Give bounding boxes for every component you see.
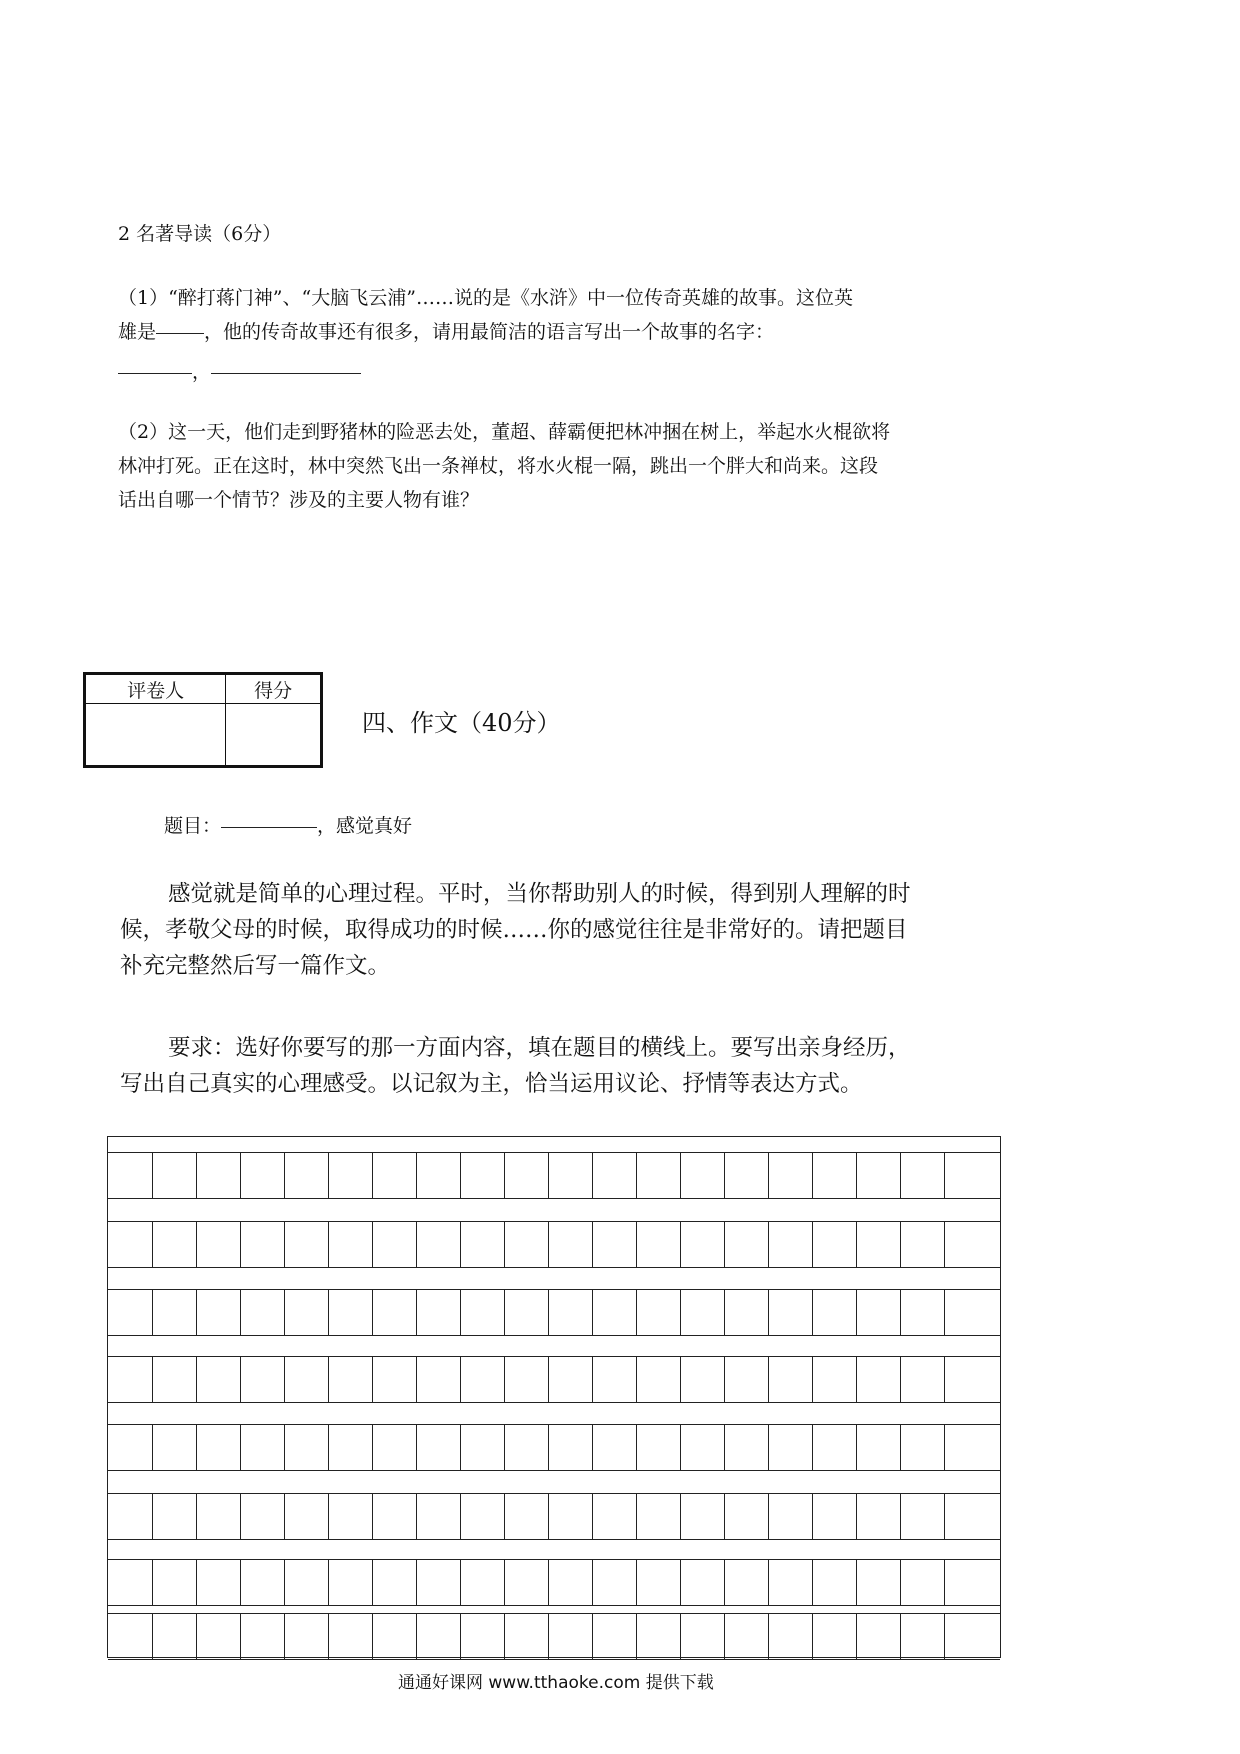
grid-cell[interactable]	[284, 1613, 328, 1659]
grid-cell[interactable]	[240, 1613, 284, 1659]
grid-row	[108, 1221, 1000, 1267]
requirement-line2: 写出自己真实的心理感受。以记叙为主，恰当运用议论、抒情等表达方式。	[120, 1071, 863, 1097]
requirement-line1: 要求：选好你要写的那一方面内容，填在题目的横线上。要写出亲身经历，	[168, 1035, 911, 1061]
grid-cell[interactable]	[548, 1289, 592, 1335]
grid-cell[interactable]	[108, 1289, 152, 1335]
grid-cell[interactable]	[900, 1289, 944, 1335]
grid-cell[interactable]	[504, 1559, 548, 1605]
grid-cell[interactable]	[680, 1221, 724, 1267]
grader-cell[interactable]	[85, 704, 226, 767]
grid-cell[interactable]	[768, 1356, 812, 1402]
grid-cell[interactable]	[108, 1424, 152, 1470]
grid-cell[interactable]	[724, 1356, 768, 1402]
grid-cell[interactable]	[944, 1424, 1000, 1470]
q1-line2-rest: ，他的传奇故事还有很多，请用最简洁的语言写出一个故事的名字：	[204, 321, 775, 343]
grid-cell[interactable]	[152, 1424, 196, 1470]
grid-cell[interactable]	[680, 1289, 724, 1335]
grid-cell[interactable]	[548, 1424, 592, 1470]
grid-cell[interactable]	[240, 1424, 284, 1470]
grid-cell[interactable]	[196, 1289, 240, 1335]
grid-cell[interactable]	[768, 1559, 812, 1605]
writing-grid[interactable]	[107, 1136, 1001, 1658]
grid-cell[interactable]	[900, 1152, 944, 1198]
q1-line3	[118, 354, 361, 390]
topic-label: 题目：	[164, 815, 222, 837]
grid-cell[interactable]	[328, 1221, 372, 1267]
grid-cell[interactable]	[284, 1424, 328, 1470]
grid-cell[interactable]	[372, 1152, 416, 1198]
grid-rule	[108, 1470, 1000, 1471]
grid-cell[interactable]	[680, 1356, 724, 1402]
grid-cell[interactable]	[460, 1613, 504, 1659]
grid-cell[interactable]	[724, 1493, 768, 1539]
story-name-blank-2[interactable]	[211, 372, 361, 374]
grid-cell[interactable]	[724, 1289, 768, 1335]
grid-cell[interactable]	[548, 1493, 592, 1539]
grid-cell[interactable]	[768, 1424, 812, 1470]
grid-cell[interactable]	[636, 1559, 680, 1605]
grid-cell[interactable]	[944, 1221, 1000, 1267]
grid-cell[interactable]	[548, 1559, 592, 1605]
grid-cell[interactable]	[944, 1493, 1000, 1539]
grid-cell[interactable]	[108, 1356, 152, 1402]
grid-cell[interactable]	[856, 1356, 900, 1402]
grid-cell[interactable]	[152, 1356, 196, 1402]
grid-cell[interactable]	[328, 1559, 372, 1605]
grid-cell[interactable]	[812, 1613, 856, 1659]
grid-rule	[108, 1613, 1000, 1614]
grid-row	[108, 1152, 1000, 1198]
grid-cell[interactable]	[460, 1221, 504, 1267]
grid-row	[108, 1613, 1000, 1659]
grid-cell[interactable]	[548, 1356, 592, 1402]
grid-cell[interactable]	[680, 1613, 724, 1659]
q1-line1: （1）“醉打蒋门神”、“大脑飞云浦”……说的是《水浒》中一位传奇英雄的故事。这位英	[118, 287, 853, 309]
prompt-line3: 补充完整然后写一篇作文。	[120, 953, 391, 979]
grid-cell[interactable]	[284, 1559, 328, 1605]
grid-cell[interactable]	[372, 1289, 416, 1335]
grid-cell[interactable]	[108, 1152, 152, 1198]
grid-cell[interactable]	[416, 1559, 460, 1605]
grid-cell[interactable]	[328, 1613, 372, 1659]
grid-rule	[108, 1289, 1000, 1290]
score-table-score-header: 得分	[226, 674, 322, 704]
grid-cell[interactable]	[460, 1424, 504, 1470]
grid-cell[interactable]	[328, 1493, 372, 1539]
grid-cell[interactable]	[196, 1493, 240, 1539]
footer-credit: 通通好课网 www.tthaoke.com 提供下载	[398, 1673, 714, 1693]
grid-cell[interactable]	[636, 1493, 680, 1539]
grid-cell[interactable]	[548, 1613, 592, 1659]
grid-cell[interactable]	[680, 1424, 724, 1470]
grid-cell[interactable]	[768, 1613, 812, 1659]
grid-rule	[108, 1198, 1000, 1199]
grid-cell[interactable]	[724, 1559, 768, 1605]
grid-cell[interactable]	[768, 1289, 812, 1335]
grid-cell[interactable]	[152, 1152, 196, 1198]
grid-cell[interactable]	[372, 1493, 416, 1539]
grid-cell[interactable]	[196, 1424, 240, 1470]
grid-cell[interactable]	[592, 1424, 636, 1470]
grid-rule	[108, 1659, 1000, 1660]
topic-suffix: ，感觉真好	[317, 815, 413, 837]
essay-section-title: 四、作文（40分）	[362, 709, 561, 737]
grid-cell[interactable]	[856, 1493, 900, 1539]
grid-cell[interactable]	[592, 1152, 636, 1198]
grid-cell[interactable]	[592, 1613, 636, 1659]
grid-rule	[108, 1493, 1000, 1494]
grid-cell[interactable]	[812, 1424, 856, 1470]
grid-cell[interactable]	[856, 1152, 900, 1198]
grid-cell[interactable]	[504, 1424, 548, 1470]
grid-cell[interactable]	[460, 1559, 504, 1605]
grid-cell[interactable]	[856, 1221, 900, 1267]
grid-cell[interactable]	[284, 1493, 328, 1539]
grid-cell[interactable]	[548, 1152, 592, 1198]
grid-cell[interactable]	[240, 1559, 284, 1605]
grid-cell[interactable]	[812, 1221, 856, 1267]
prompt-line1: 感觉就是简单的心理过程。平时，当你帮助别人的时候，得到别人理解的时	[168, 881, 911, 907]
grid-rule	[108, 1221, 1000, 1222]
grid-rule	[108, 1335, 1000, 1336]
grid-cell[interactable]	[768, 1493, 812, 1539]
grid-cell[interactable]	[680, 1493, 724, 1539]
grid-cell[interactable]	[196, 1559, 240, 1605]
grid-cell[interactable]	[812, 1559, 856, 1605]
grid-cell[interactable]	[768, 1221, 812, 1267]
grid-cell[interactable]	[372, 1424, 416, 1470]
grid-cell[interactable]	[592, 1289, 636, 1335]
grid-cell[interactable]	[108, 1221, 152, 1267]
grid-cell[interactable]	[196, 1152, 240, 1198]
grid-cell[interactable]	[636, 1152, 680, 1198]
grid-cell[interactable]	[944, 1152, 1000, 1198]
grid-cell[interactable]	[328, 1289, 372, 1335]
grid-cell[interactable]	[504, 1356, 548, 1402]
grid-cell[interactable]	[504, 1221, 548, 1267]
grid-row	[108, 1493, 1000, 1539]
grid-cell[interactable]	[108, 1493, 152, 1539]
grid-cell[interactable]	[416, 1493, 460, 1539]
grid-cell[interactable]	[328, 1424, 372, 1470]
grid-cell[interactable]	[812, 1289, 856, 1335]
grid-cell[interactable]	[856, 1613, 900, 1659]
grid-rule	[108, 1267, 1000, 1268]
grid-cell[interactable]	[592, 1221, 636, 1267]
q1-line2-start: 雄是	[118, 321, 157, 343]
grid-cell[interactable]	[196, 1356, 240, 1402]
grid-cell[interactable]	[240, 1289, 284, 1335]
grid-row	[108, 1424, 1000, 1470]
grid-cell[interactable]	[856, 1424, 900, 1470]
grid-row	[108, 1559, 1000, 1605]
grid-cell[interactable]	[900, 1559, 944, 1605]
grid-cell[interactable]	[152, 1613, 196, 1659]
grid-cell[interactable]	[372, 1221, 416, 1267]
grid-cell[interactable]	[724, 1152, 768, 1198]
score-table-grader-header: 评卷人	[85, 674, 226, 704]
grid-cell[interactable]	[284, 1221, 328, 1267]
grid-cell[interactable]	[416, 1613, 460, 1659]
grid-cell[interactable]	[680, 1559, 724, 1605]
grid-cell[interactable]	[724, 1613, 768, 1659]
grid-cell[interactable]	[416, 1289, 460, 1335]
grid-cell[interactable]	[812, 1493, 856, 1539]
grid-rule	[108, 1402, 1000, 1403]
grid-cell[interactable]	[592, 1493, 636, 1539]
prompt-line2: 候，孝敬父母的时候，取得成功的时候……你的感觉往往是非常好的。请把题目	[120, 917, 908, 943]
grid-cell[interactable]	[504, 1289, 548, 1335]
grid-cell[interactable]	[108, 1559, 152, 1605]
grid-rule	[108, 1424, 1000, 1425]
grid-cell[interactable]	[680, 1152, 724, 1198]
grid-cell[interactable]	[548, 1221, 592, 1267]
grid-cell[interactable]	[152, 1221, 196, 1267]
grid-cell[interactable]	[636, 1221, 680, 1267]
grid-cell[interactable]	[460, 1493, 504, 1539]
grid-cell[interactable]	[900, 1493, 944, 1539]
essay-topic	[164, 808, 412, 844]
grid-cell[interactable]	[372, 1613, 416, 1659]
grid-cell[interactable]	[856, 1289, 900, 1335]
grid-cell[interactable]	[944, 1613, 1000, 1659]
grid-cell[interactable]	[768, 1152, 812, 1198]
hero-name-blank[interactable]	[156, 332, 204, 334]
grid-cell[interactable]	[460, 1289, 504, 1335]
grid-cell[interactable]	[416, 1424, 460, 1470]
topic-blank[interactable]	[221, 826, 317, 828]
grid-cell[interactable]	[328, 1356, 372, 1402]
grid-cell[interactable]	[284, 1289, 328, 1335]
grid-cell[interactable]	[636, 1424, 680, 1470]
story-name-blank-1[interactable]	[118, 372, 192, 374]
grid-cell[interactable]	[724, 1221, 768, 1267]
grid-cell[interactable]	[240, 1221, 284, 1267]
grid-cell[interactable]	[284, 1356, 328, 1402]
q2-line3: 话出自哪一个情节？涉及的主要人物有谁？	[118, 489, 480, 511]
grid-cell[interactable]	[812, 1356, 856, 1402]
grid-cell[interactable]	[812, 1152, 856, 1198]
grid-cell[interactable]	[636, 1289, 680, 1335]
grid-row	[108, 1289, 1000, 1335]
grid-cell[interactable]	[900, 1221, 944, 1267]
grid-cell[interactable]	[504, 1152, 548, 1198]
grid-rule	[108, 1559, 1000, 1560]
grid-cell[interactable]	[196, 1613, 240, 1659]
score-cell[interactable]	[226, 704, 322, 767]
grid-cell[interactable]	[240, 1493, 284, 1539]
grid-rule	[108, 1152, 1000, 1153]
grid-rule	[108, 1605, 1000, 1606]
grid-cell[interactable]	[372, 1356, 416, 1402]
q1-line2	[118, 314, 774, 350]
grid-cell[interactable]	[724, 1424, 768, 1470]
grid-cell[interactable]	[328, 1152, 372, 1198]
grid-cell[interactable]	[592, 1356, 636, 1402]
q1-separator: ，	[192, 361, 212, 383]
q2-line1: （2）这一天，他们走到野猪林的险恶去处，董超、薛霸便把林冲捆在树上，举起水火棍欲将	[118, 421, 891, 443]
grid-cell[interactable]	[152, 1289, 196, 1335]
grid-cell[interactable]	[636, 1356, 680, 1402]
grid-rule	[108, 1539, 1000, 1540]
grid-cell[interactable]	[900, 1613, 944, 1659]
grid-cell[interactable]	[284, 1152, 328, 1198]
grid-cell[interactable]	[152, 1559, 196, 1605]
grid-cell[interactable]	[504, 1493, 548, 1539]
grid-row	[108, 1356, 1000, 1402]
grid-cell[interactable]	[944, 1356, 1000, 1402]
reading-heading: 2 名著导读（6分）	[118, 223, 282, 245]
grid-cell[interactable]	[240, 1356, 284, 1402]
grid-cell[interactable]	[460, 1356, 504, 1402]
grid-cell[interactable]	[416, 1221, 460, 1267]
grid-cell[interactable]	[944, 1289, 1000, 1335]
grid-cell[interactable]	[108, 1613, 152, 1659]
score-table	[83, 672, 323, 768]
grid-cell[interactable]	[900, 1356, 944, 1402]
grid-cell[interactable]	[152, 1493, 196, 1539]
grid-cell[interactable]	[504, 1613, 548, 1659]
grid-cell[interactable]	[592, 1559, 636, 1605]
q2-line2: 林冲打死。正在这时，林中突然飞出一条禅杖，将水火棍一隔，跳出一个胖大和尚来。这段	[118, 455, 879, 477]
grid-cell[interactable]	[944, 1559, 1000, 1605]
grid-cell[interactable]	[636, 1613, 680, 1659]
grid-cell[interactable]	[416, 1152, 460, 1198]
grid-cell[interactable]	[240, 1152, 284, 1198]
grid-cell[interactable]	[372, 1559, 416, 1605]
grid-cell[interactable]	[900, 1424, 944, 1470]
grid-cell[interactable]	[196, 1221, 240, 1267]
grid-cell[interactable]	[416, 1356, 460, 1402]
grid-cell[interactable]	[460, 1152, 504, 1198]
grid-rule	[108, 1356, 1000, 1357]
grid-cell[interactable]	[856, 1559, 900, 1605]
